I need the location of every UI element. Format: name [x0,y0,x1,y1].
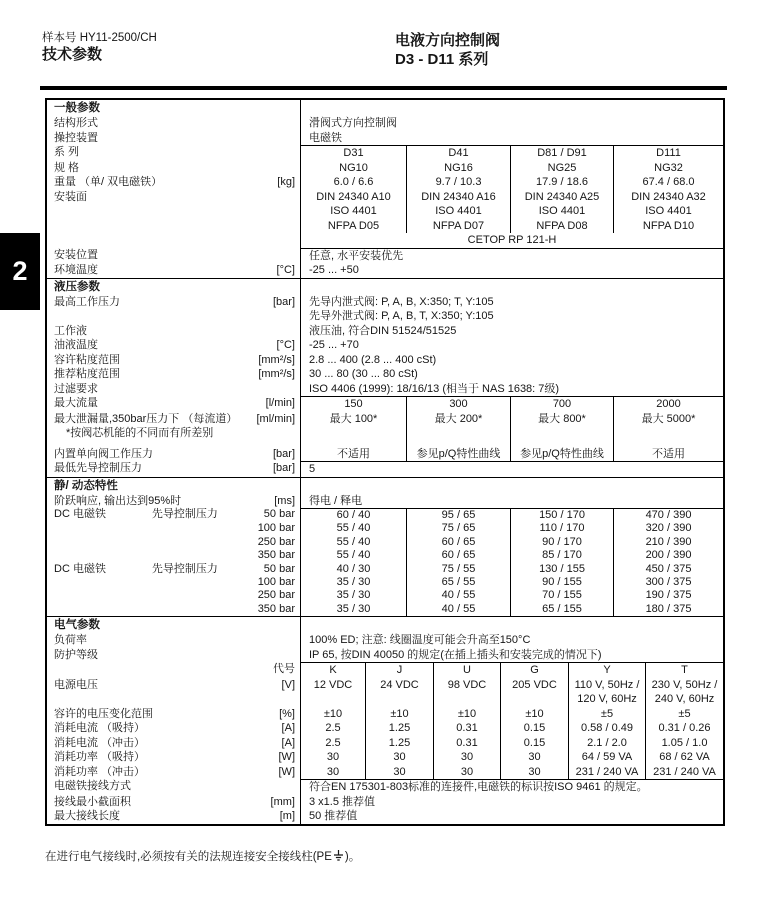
cetop-standard: CETOP RP 121-H [467,234,557,246]
table-cell: 450 / 375 [613,563,723,576]
table-cell: 60 / 65 [406,549,510,562]
table-cell: NFPA D05 [327,219,380,232]
unit-label: [W] [278,751,295,764]
table-cell: 40 / 30 [336,562,371,575]
unit-label: [ms] [274,494,295,507]
row-value: 50 推荐值 [300,809,723,824]
table-cell: NG10 [339,161,368,174]
row-label: 过滤要求 [54,382,98,395]
table-cell: 最大 800* [510,412,613,441]
table-cell: DIN 24340 A16 [406,190,510,205]
product-title: 电液方向控制阀 [395,32,501,49]
solenoid-type-label: DC 电磁铁 [54,562,106,575]
row-value: 电磁铁 [300,131,723,146]
section-title: 一般参数 [54,102,100,114]
row-label: 消耗功率 （吸持） [54,751,146,764]
row-power-inrush [47,765,723,780]
unit-label: [kg] [277,176,295,188]
section-hydraulic [47,278,723,477]
table-cell: 2.5 [325,722,341,735]
table-cell: ISO 4401 [613,204,723,219]
table-cell: D111 [613,146,723,161]
unit-label: [°C] [276,339,295,351]
table-cell: 40 / 55 [406,589,510,602]
footer-note-text: )。 [344,851,361,863]
table-cell: J [365,663,433,678]
table-cell: 30 [365,750,433,765]
row-label: 最大接线长度 [54,810,120,823]
row-value: 2.8 ... 400 (2.8 ... 400 cSt) [300,353,723,368]
row-ambient-temp [47,263,723,278]
table-cell: 231 / 240 VA [645,765,723,780]
unit-label: [bar] [272,295,295,308]
table-row [47,536,723,549]
table-cell: 190 / 375 [613,589,723,602]
solenoid-type-label: DC 电磁铁 [54,508,106,520]
table-cell: 0.15 [500,736,568,751]
row-label: 阶跃响应, 输出达到95%时 [54,494,182,507]
pressure-value: 250 bar [257,589,295,602]
row-label: 消耗电流 （吸持） [54,722,146,735]
row-label: 代号 [273,663,295,676]
unit-label: [W] [278,765,295,778]
pressure-value: 100 bar [257,576,295,589]
table-cell: 35 / 30 [336,576,371,589]
unit-label: [%] [279,707,295,720]
table-cell: 300 / 375 [613,576,723,589]
table-cell: 2.1 / 2.0 [568,736,645,751]
pressure-value: 250 bar [257,535,295,548]
row-supply-voltage [47,678,723,707]
header-left [42,31,157,64]
table-cell: G [500,663,568,678]
row-step-response [47,494,723,509]
row-label: 操控装置 [54,131,98,144]
table-cell: 0.31 [433,736,500,751]
table-cell: 60 / 65 [406,536,510,549]
table-cell: 9.7 / 10.3 [406,175,510,190]
row-current-holding [47,721,723,736]
row-label: 重量 （单/ 双电磁铁） [54,176,163,188]
table-cell: 700 [510,397,613,412]
table-cell: 200 / 390 [613,549,723,562]
table-cell: 2000 [613,397,723,412]
table-cell: NG25 [510,161,613,176]
table-cell: 68 / 62 VA [645,750,723,765]
table-cell: 65 / 155 [510,603,613,616]
section-title: 液压参数 [54,280,100,293]
table-cell: 67.4 / 68.0 [613,175,723,190]
row-label: 安装面 [54,190,87,203]
unit-label: [°C] [276,264,295,276]
footer-note [45,849,360,867]
row-design [47,116,723,131]
unit-label: [bar] [272,447,295,460]
row-label: 电源电压 [54,678,98,691]
table-cell: 参见p/Q特性曲线 [510,447,613,462]
table-cell: ±10 [323,707,343,720]
pressure-value: 50 bar [263,508,295,520]
row-label: 最大泄漏量,350bar压力下 （每流道） [54,412,238,425]
row-max-leakage [47,412,723,441]
section-title: 静/ 动态特性 [54,479,118,492]
table-cell: 0.15 [500,721,568,736]
row-wire-length [47,809,723,824]
row-label: 安装位置 [54,248,98,261]
table-cell: ±10 [365,707,433,722]
section-dynamic [47,477,723,617]
page-subtitle: 技术参数 [42,46,103,63]
table-cell: DIN 24340 A32 [613,190,723,205]
table-cell: DIN 24340 A25 [510,190,613,205]
row-voltage-tolerance [47,707,723,722]
table-cell: 1.25 [365,721,433,736]
row-duty-cycle [47,633,723,648]
series-title: D3 - D11 系列 [395,51,489,68]
table-cell: DIN 24340 A10 [316,190,391,203]
row-size [47,161,723,176]
table-cell: 1.25 [365,736,433,751]
table-cell: NFPA D07 [406,219,510,234]
row-value: 得电 / 释电 [300,494,723,509]
unit-label: [l/min] [265,397,295,409]
table-row [47,563,723,576]
table-cell: NG16 [406,161,510,176]
chapter-tab: 2 [0,233,40,310]
table-cell: 40 / 55 [406,603,510,616]
table-cell: 230 V, 50Hz / 240 V, 60Hz [645,678,723,707]
table-cell: ISO 4401 [406,204,510,219]
table-cell: NFPA D08 [510,219,613,234]
unit-label: [mm²/s] [258,353,295,366]
table-cell: 65 / 55 [406,576,510,589]
pe-ground-icon [333,850,344,867]
table-cell: 90 / 155 [510,576,613,589]
row-fluid-temp [47,338,723,353]
row-label: 结构形式 [54,117,98,129]
table-cell: 24 VDC [365,678,433,707]
unit-label: [mm²/s] [258,368,295,380]
unit-label: [mm] [270,795,295,808]
table-cell: 98 VDC [433,678,500,707]
table-cell: 2.5 [325,736,341,749]
pressure-value: 350 bar [257,549,295,562]
table-cell: 95 / 65 [406,509,510,522]
row-value: 任意, 水平安装优先 [300,248,723,264]
row-label: 系 列 [54,146,80,158]
table-cell: ±10 [433,707,500,722]
table-row [47,576,723,589]
table-cell: 30 [500,765,568,780]
row-value: 液压油, 符合DIN 51524/51525 [300,324,723,339]
row-label: 防护等级 [54,648,98,661]
table-cell: ISO 4401 [330,205,377,217]
row-fluid [47,324,723,339]
row-label: 电磁铁接线方式 [54,780,131,793]
table-cell: U [433,663,500,678]
table-cell: 70 / 155 [510,589,613,602]
row-filtration [47,382,723,397]
row-label: 油液温度 [54,339,98,351]
catalog-number: 样本号 HY11-2500/CH [42,32,157,44]
unit-label: [m] [279,810,295,823]
footnote: *按阀芯机能的不同而有所差别 [66,427,214,439]
unit-label: [A] [281,722,295,735]
table-cell: 55 / 40 [336,522,371,535]
row-viscosity-recommended [47,367,723,382]
table-cell: 12 VDC [313,678,353,691]
row-label: 最低先导控制压力 [54,462,142,474]
spec-table [45,98,725,826]
row-label: 负荷率 [54,634,87,647]
row-mounting-position [47,248,723,264]
table-cell: 205 VDC [500,678,568,707]
table-cell: 75 / 65 [406,522,510,535]
table-cell: D41 [406,146,510,161]
table-cell: 130 / 155 [510,563,613,576]
unit-label: [A] [281,736,295,749]
table-cell: 6.0 / 6.6 [333,176,374,188]
header-rule [40,86,727,90]
row-label: 推荐粘度范围 [54,368,120,380]
row-min-pilot-pressure [47,461,723,477]
pressure-value: 100 bar [257,522,295,535]
row-label: 内置单向阀工作压力 [54,447,153,460]
table-cell: 85 / 170 [510,549,613,562]
row-wire-section [47,795,723,810]
row-label: 环境温度 [54,264,98,276]
table-cell: 0.58 / 0.49 [568,721,645,736]
table-cell: 231 / 240 VA [568,765,645,780]
pilot-pressure-label: 先导控制压力 [151,508,218,520]
table-cell: 参见p/Q特性曲线 [406,447,510,462]
table-cell: 110 V, 50Hz / 120 V, 60Hz [568,678,645,707]
table-cell: 17.9 / 18.6 [510,175,613,190]
table-cell: 55 / 40 [336,535,371,548]
row-actuation [47,131,723,146]
table-cell: ±5 [645,707,723,722]
table-cell: 470 / 390 [613,509,723,522]
footer-note-text: 在进行电气接线时,必须按有关的法规连接安全接线柱(PE [45,851,332,863]
table-cell: 不适用 [613,447,723,462]
row-label: 最高工作压力 [54,295,120,308]
row-label: 消耗电流 （冲击） [54,736,146,749]
row-label: 消耗功率 （冲击） [54,765,146,778]
row-label: 容许的电压变化范围 [54,707,153,720]
row-value: 滑阀式方向控制阀 [300,116,723,131]
row-value: IP 65, 按DIN 40050 的规定(在插上插头和安装完成的情况下) [300,648,723,663]
table-cell: 60 / 40 [336,509,371,521]
table-cell: 300 [406,397,510,412]
row-value: ISO 4406 (1999): 18/16/13 (相当于 NAS 1638: 7级) [300,382,723,397]
row-mounting-surface [47,190,723,248]
row-value: 先导内泄式阀: P, A, B, X:350; T, Y:105 [309,295,494,308]
row-label: 容许粘度范围 [54,353,120,366]
table-cell: 最大 100* [329,412,378,425]
table-cell: 0.31 / 0.26 [645,721,723,736]
section-electrical [47,616,723,824]
table-row [47,508,723,522]
row-label: 最大流量 [54,397,98,409]
row-value: -25 ... +70 [300,338,723,353]
row-protection-class [47,648,723,663]
step-response-table [47,508,723,616]
unit-label: [V] [281,678,295,691]
section-general [47,100,723,278]
table-cell: ±10 [500,707,568,722]
row-value: 100% ED; 注意: 线圈温度可能会升高至150°C [300,633,723,648]
row-current-inrush [47,736,723,751]
pilot-pressure-label: 先导控制压力 [151,562,218,575]
table-cell: 210 / 390 [613,536,723,549]
table-cell: 最大 200* [406,412,510,441]
row-power-holding [47,750,723,765]
row-connection-type [47,779,723,795]
table-cell: 320 / 390 [613,522,723,535]
row-label: 接线最小截面积 [54,795,131,808]
row-series [47,145,723,161]
table-cell: K [329,664,337,677]
pressure-value: 50 bar [263,562,295,575]
table-row [47,549,723,562]
row-value: 30 ... 80 (30 ... 80 cSt) [300,367,723,382]
table-row [47,589,723,602]
section-title: 电气参数 [54,619,100,632]
table-cell: 30 [433,750,500,765]
row-code [47,662,723,678]
table-row [47,522,723,535]
table-cell: ISO 4401 [510,204,613,219]
table-row [47,603,723,616]
row-label: 规 格 [54,161,80,174]
table-cell: 150 / 170 [510,509,613,522]
table-cell: Y [568,663,645,678]
table-cell: 30 [326,751,340,764]
row-value: 3 x1.5 推荐值 [300,795,723,810]
table-cell: 不适用 [337,447,370,460]
table-cell: 30 [326,765,340,778]
row-check-valve [47,447,723,462]
table-cell: 35 / 30 [336,589,371,602]
table-cell: D31 [343,147,364,159]
row-max-flow [47,396,723,412]
table-cell: NFPA D10 [613,219,723,234]
row-value: -25 ... +50 [300,263,723,278]
table-cell: 64 / 59 VA [568,750,645,765]
table-cell: 180 / 375 [613,603,723,616]
row-label: 工作液 [54,324,87,337]
table-cell: 110 / 170 [510,522,613,535]
unit-label: [bar] [272,462,295,474]
row-max-pressure [47,295,723,324]
table-cell: 75 / 55 [406,563,510,576]
table-cell: ±5 [568,707,645,722]
row-viscosity-allowed [47,353,723,368]
table-cell: T [645,663,723,678]
table-cell: 0.31 [433,721,500,736]
table-cell: NG32 [613,161,723,176]
row-value: 先导外泄式阀: P, A, B, T, X:350; Y:105 [309,310,494,322]
table-cell: 30 [433,765,500,780]
table-cell: 90 / 170 [510,536,613,549]
unit-label: [ml/min] [256,412,295,425]
table-cell: 1.05 / 1.0 [645,736,723,751]
table-cell: 150 [344,398,363,410]
table-cell: D81 / D91 [510,146,613,161]
row-value: 5 [300,461,723,477]
row-value: 符合EN 175301-803标准的连接件,电磁铁的标识按ISO 9461 的规定。 [300,779,723,795]
header-right [395,31,500,69]
table-cell: 30 [365,765,433,780]
row-weight [47,175,723,190]
table-cell: 35 / 30 [336,602,371,615]
table-cell: 30 [500,750,568,765]
table-cell: 最大 5000* [613,412,723,441]
pressure-value: 350 bar [257,602,295,615]
table-cell: 55 / 40 [336,549,371,562]
